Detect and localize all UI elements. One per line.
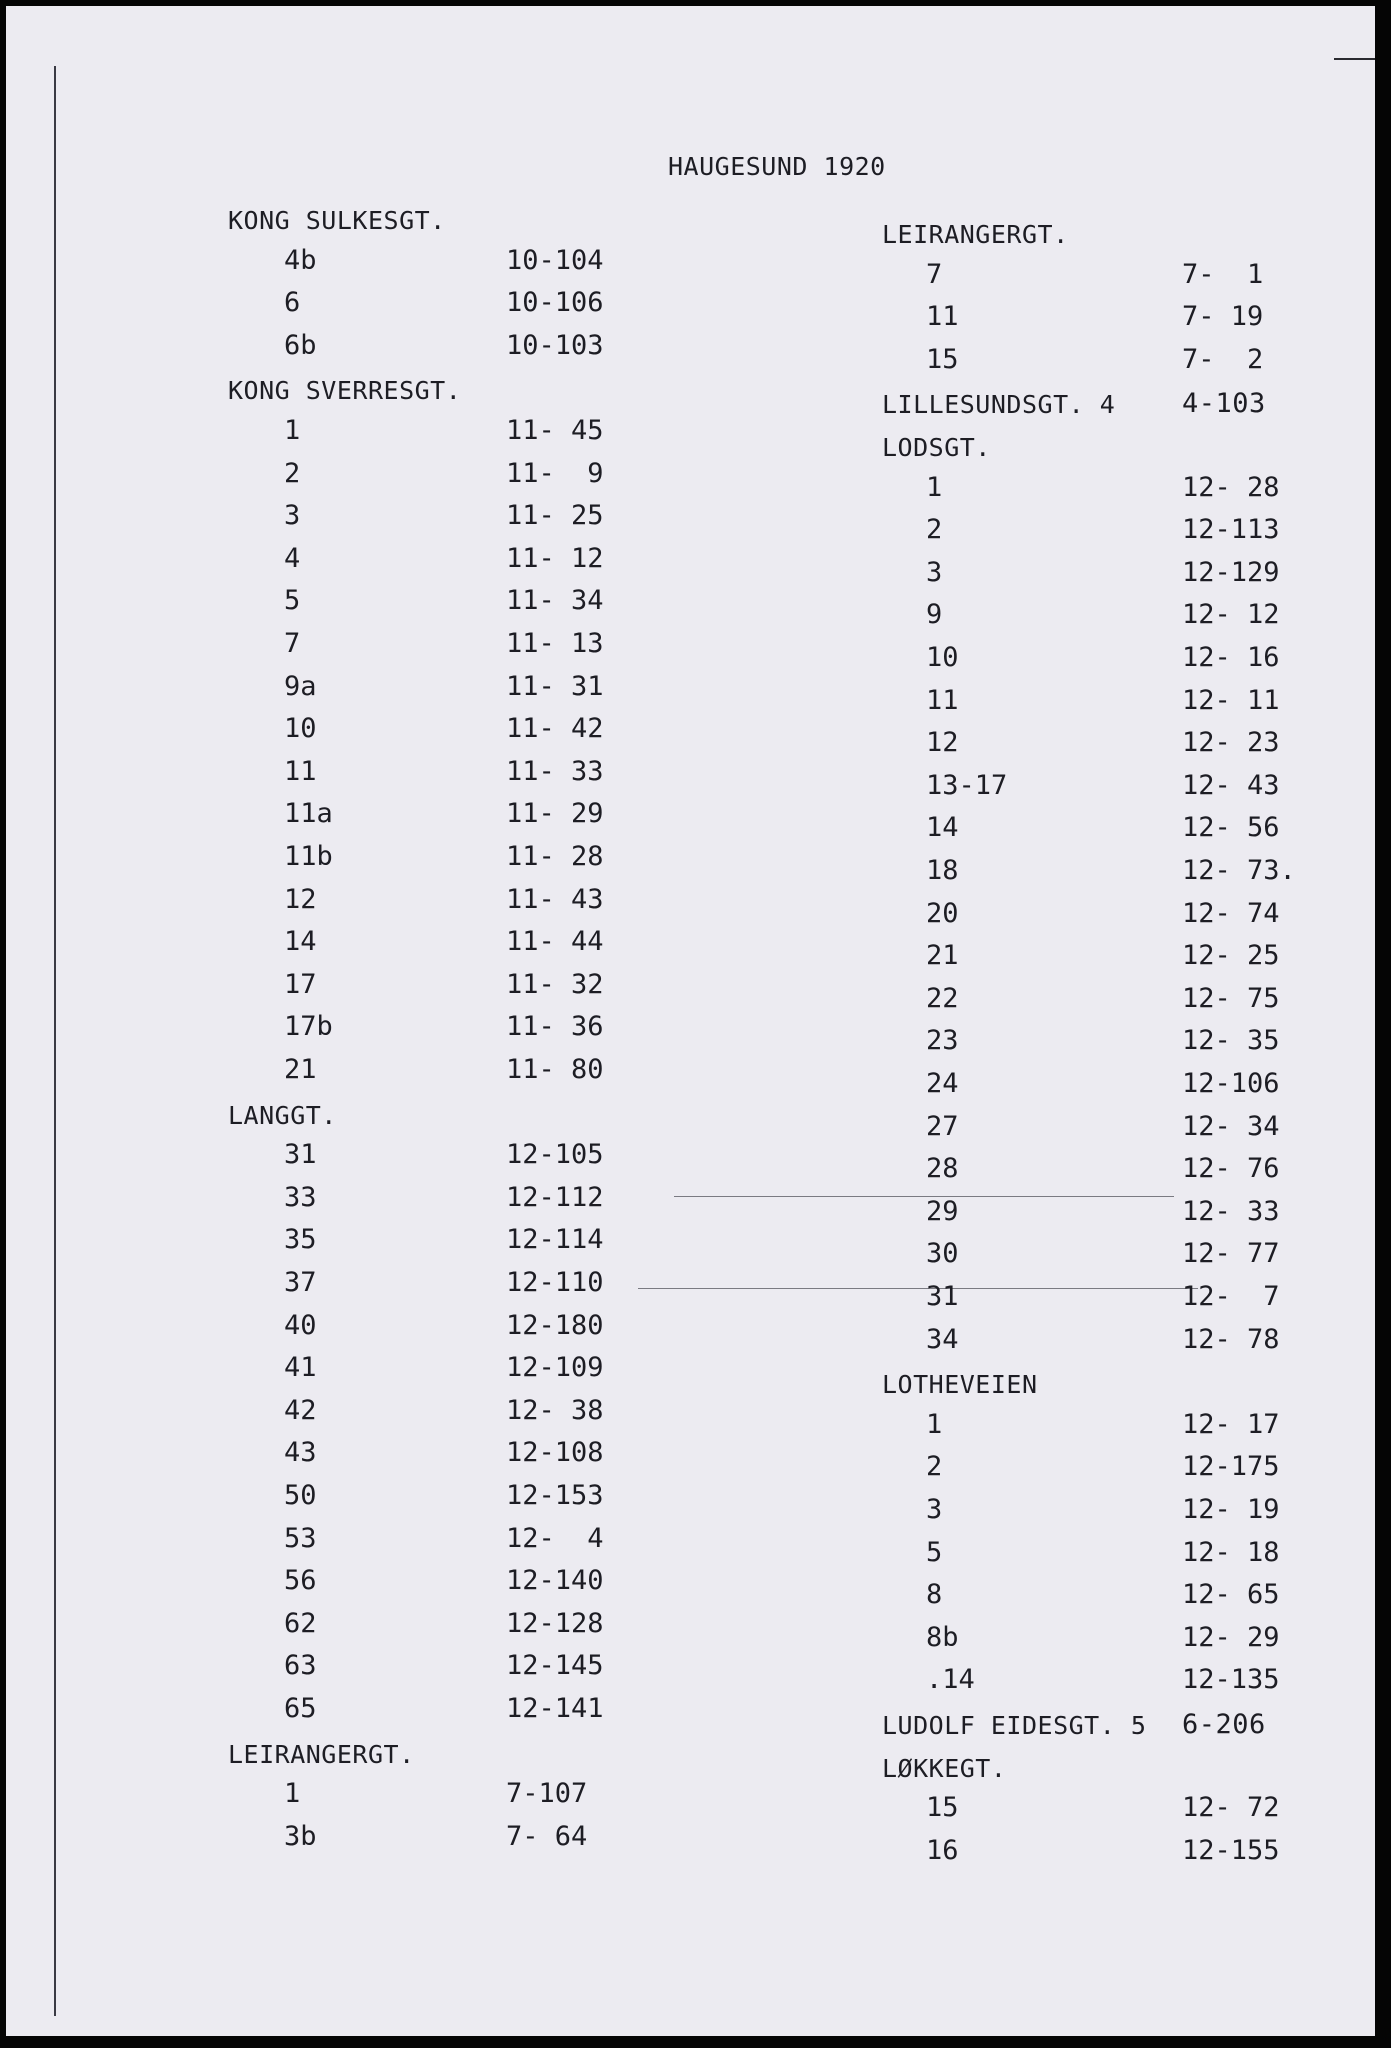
page-title: HAUGESUND 1920 [668,152,886,181]
register-reference: 12- 4 [506,1522,604,1554]
register-reference: 12- 11 [1182,684,1280,716]
register-reference: 12- 33 [1182,1195,1280,1227]
register-reference: 11- 9 [506,457,604,489]
house-number: 15 [926,1792,959,1824]
house-number: 11 [926,301,959,333]
register-reference: 12- 73. [1182,855,1296,886]
register-reference: 12- 76 [1182,1153,1280,1185]
register-reference: 12- 23 [1182,727,1280,759]
house-number: 11a [284,798,333,830]
house-number: 50 [284,1480,317,1511]
register-reference: 11- 31 [506,670,604,702]
house-number: 9a [284,670,317,702]
register-reference: 12-135 [1182,1664,1280,1696]
house-number: 21 [284,1054,317,1085]
register-reference: 7- 1 [1182,258,1264,290]
register-reference: 12- 28 [1182,471,1280,503]
house-number: 35 [284,1224,317,1256]
house-number: 17 [284,968,317,1000]
house-number: 11b [284,841,333,872]
street-heading: LILLESUNDSGT. 4 [882,390,1116,420]
street-heading-ref: 4-103 [1182,388,1266,420]
register-reference: 11- 34 [506,585,604,617]
register-reference: 12-175 [1182,1451,1280,1483]
street-heading: LOTHEVEIEN [882,1370,1038,1400]
house-number: 21 [926,940,959,972]
house-number: 42 [284,1394,317,1426]
street-heading: KONG SULKESGT. [228,206,446,235]
house-number: 33 [284,1181,317,1213]
house-number: 10 [926,642,959,673]
register-reference: 12-140 [506,1565,604,1597]
house-number: 41 [284,1352,317,1384]
house-number: 1 [284,415,301,446]
street-heading: LEIRANGERGT. [882,220,1069,249]
document-page [6,6,1375,2036]
register-reference: 11- 33 [506,755,604,787]
register-reference: 12- 34 [1182,1110,1280,1142]
house-number: 29 [926,1195,959,1227]
street-heading: LEIRANGERGT. [228,1739,415,1769]
register-reference: 12-113 [1182,514,1280,546]
register-reference: 7- 2 [1182,343,1264,375]
register-reference: 12- 16 [1182,642,1280,673]
register-reference: 10-103 [506,329,604,361]
register-reference: 11- 12 [506,542,604,574]
house-number: 56 [284,1565,317,1597]
register-reference: 7- 64 [506,1820,588,1852]
house-number: 4b [284,244,317,276]
register-reference: 12-129 [1182,556,1280,588]
register-reference: 12- 29 [1182,1621,1280,1653]
register-reference: 12-112 [506,1181,604,1213]
house-number: 13-17 [926,769,1008,801]
house-number: 5 [926,1536,943,1568]
house-number: 15 [926,343,959,375]
house-number: 31 [284,1139,317,1171]
street-heading: LANGGT. [228,1100,337,1130]
register-reference: 12- 35 [1182,1025,1280,1057]
register-reference: 10-106 [506,287,604,319]
register-reference: 11- 25 [506,500,604,532]
house-number: 3 [926,556,943,588]
house-number: 7 [926,258,943,290]
house-number: 12 [284,883,317,915]
register-reference: 12- 38 [506,1394,604,1426]
ruled-line-lower [638,1288,1198,1289]
house-number: 22 [926,982,959,1014]
house-number: 18 [926,855,959,886]
register-reference: 11- 36 [506,1011,604,1043]
house-number: 6 [284,287,301,319]
register-reference: 11- 28 [506,841,604,872]
register-reference: 12- 74 [1182,897,1280,929]
register-reference: 12- 56 [1182,812,1280,844]
street-heading: KONG SVERRESGT. [228,376,462,406]
street-heading: LØKKEGT. [882,1753,1007,1783]
house-number: 17b [284,1011,333,1043]
house-number: 1 [926,1408,943,1440]
house-number: 9 [926,599,943,631]
register-reference: 11- 43 [506,883,604,915]
house-number: 28 [926,1153,959,1185]
register-reference: 12-155 [1182,1834,1280,1866]
register-reference: 11- 42 [506,713,604,745]
street-heading: LUDOLF EIDESGT. 5 [882,1711,1147,1740]
register-reference: 12-141 [506,1693,604,1724]
register-reference: 12- 18 [1182,1536,1280,1568]
register-reference: 12- 75 [1182,982,1280,1014]
top-edge-rule [1334,58,1375,60]
house-number: 3 [284,500,301,532]
house-number: 8b [926,1621,959,1653]
left-margin-rule [54,66,56,2016]
register-reference: 12- 17 [1182,1408,1280,1440]
register-reference: 7-107 [506,1778,588,1810]
register-reference: 11- 32 [506,968,604,1000]
house-number: .14 [926,1664,975,1696]
register-reference: 11- 45 [506,415,604,446]
ruled-line-upper [674,1196,1174,1197]
house-number: 7 [284,628,301,659]
register-reference: 12-105 [506,1139,604,1171]
register-reference: 12- 7 [1182,1281,1280,1312]
register-reference: 12-114 [506,1224,604,1256]
register-reference: 12-108 [506,1437,604,1469]
register-reference: 12-145 [506,1650,604,1682]
register-reference: 12-110 [506,1267,604,1298]
house-number: 1 [926,471,943,503]
house-number: 2 [284,457,301,489]
house-number: 30 [926,1238,959,1270]
register-reference: 12- 77 [1182,1238,1280,1270]
house-number: 1 [284,1778,301,1810]
house-number: 4 [284,542,301,574]
house-number: 31 [926,1281,959,1312]
house-number: 12 [926,727,959,759]
register-reference: 11- 44 [506,926,604,958]
register-reference: 11- 80 [506,1054,604,1085]
house-number: 11 [284,755,317,787]
register-reference: 12-128 [506,1607,604,1639]
register-reference: 12- 25 [1182,940,1280,972]
house-number: 34 [926,1323,959,1355]
house-number: 3b [284,1820,317,1852]
register-reference: 12- 72 [1182,1792,1280,1824]
register-reference: 12-153 [506,1480,604,1511]
street-heading-ref: 6-206 [1182,1709,1266,1740]
house-number: 10 [284,713,317,745]
house-number: 23 [926,1025,959,1057]
house-number: 6b [284,329,317,361]
house-number: 65 [284,1693,317,1724]
house-number: 14 [284,926,317,958]
register-reference: 10-104 [506,244,604,276]
register-reference: 12-180 [506,1309,604,1341]
register-reference: 11- 13 [506,628,604,659]
house-number: 3 [926,1494,943,1525]
register-reference: 12-106 [1182,1068,1280,1099]
house-number: 11 [926,684,959,716]
house-number: 2 [926,1451,943,1483]
register-reference: 11- 29 [506,798,604,830]
house-number: 37 [284,1267,317,1298]
house-number: 53 [284,1522,317,1554]
house-number: 27 [926,1110,959,1142]
register-reference: 12- 65 [1182,1579,1280,1611]
house-number: 40 [284,1309,317,1341]
house-number: 62 [284,1607,317,1639]
house-number: 63 [284,1650,317,1682]
house-number: 5 [284,585,301,617]
house-number: 16 [926,1834,959,1866]
register-reference: 12- 43 [1182,769,1280,801]
house-number: 43 [284,1437,317,1469]
house-number: 14 [926,812,959,844]
house-number: 24 [926,1068,959,1099]
register-reference: 12- 78 [1182,1323,1280,1355]
register-reference: 7- 19 [1182,301,1264,333]
street-heading: LODSGT. [882,433,991,462]
register-reference: 12-109 [506,1352,604,1384]
register-reference: 12- 12 [1182,599,1280,631]
register-reference: 12- 19 [1182,1494,1280,1525]
house-number: 8 [926,1579,943,1611]
house-number: 2 [926,514,943,546]
house-number: 20 [926,897,959,929]
